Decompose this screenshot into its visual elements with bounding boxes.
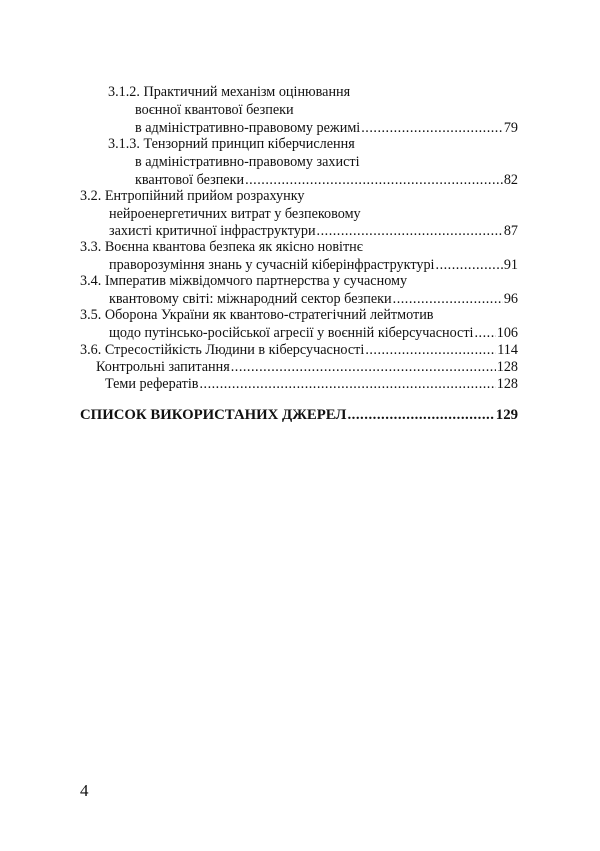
toc-page-number: 79 [503, 120, 518, 136]
toc-page-number: 128 [496, 376, 518, 392]
dot-leader [231, 358, 496, 376]
toc-page-number: 114 [497, 342, 518, 358]
dot-leader [475, 324, 496, 342]
dot-leader [361, 119, 503, 137]
toc-entry-text: 3.2. Ентропійний прийом розрахунку [80, 188, 305, 204]
toc-entry-text: праворозуміння знань у сучасній кіберінфраструктурі [109, 257, 435, 273]
toc-entry-text: в адміністративно-правовому захисті [135, 154, 360, 170]
toc-entry-text: 3.3. Воєнна квантова безпека як якісно новітнє [80, 239, 363, 255]
toc-entry-3-1-2 [108, 83, 350, 101]
dot-leader [347, 406, 494, 424]
toc-entry-3-2 [80, 187, 305, 205]
toc-entry-3-1-3-cont [135, 153, 360, 171]
toc-entry-text: Теми рефератів [105, 376, 199, 392]
toc-page-number: 129 [495, 407, 518, 423]
dot-leader [365, 341, 496, 359]
toc-entry-text: щодо путінсько-російської агресії у воєнній кіберсучасності [109, 325, 474, 341]
toc-entry-3-6 [80, 341, 518, 359]
toc-entry-3-1-2-cont [135, 101, 294, 119]
toc-entry-3-3 [80, 238, 363, 256]
toc-entry-text: 3.5. Оборона України як квантово-стратегічний лейтмотив [80, 307, 434, 323]
toc-entry-text: СПИСОК ВИКОРИСТАНИХ ДЖЕРЕЛ [80, 407, 347, 423]
toc-entry-text: 3.6. Стресостійкість Людини в кіберсучасності [80, 342, 365, 358]
toc-entry-3-1-3 [108, 135, 355, 153]
toc-entry-text: воєнної квантової безпеки [135, 102, 294, 118]
toc-page-number: 87 [503, 223, 518, 239]
toc-entry-references [80, 406, 518, 424]
toc-entry-text: квантової безпеки [135, 172, 245, 188]
toc-entry-3-2-cont [109, 205, 361, 223]
toc-entry-3-5-end [109, 324, 518, 342]
toc-entry-3-4 [80, 272, 407, 290]
toc-page-number: 91 [503, 257, 518, 273]
dot-leader [436, 256, 503, 274]
page-number: 4 [80, 781, 89, 800]
toc-entry-text: 3.1.3. Тензорний принцип кіберчислення [108, 136, 355, 152]
toc-page-number: 82 [503, 172, 518, 188]
toc-entry-text: квантовому світі: міжнародний сектор безпеки [109, 291, 392, 307]
toc-entry-text: 3.4. Імператив міжвідомчого партнерства у сучасному [80, 273, 408, 289]
toc-page-number: 106 [496, 325, 518, 341]
dot-leader [199, 375, 495, 393]
toc-entry-text: захисті критичної інфраструктури [109, 223, 316, 239]
toc-entry-control-questions [96, 358, 518, 376]
toc-page-number: 128 [496, 359, 518, 375]
toc-entry-3-5 [80, 306, 434, 324]
toc-entry-essay-topics [105, 375, 518, 393]
toc-entry-text: 3.1.2. Практичний механізм оцінювання [108, 84, 351, 100]
toc-entry-text: нейроенергетичних витрат у безпековому [109, 206, 361, 222]
toc-entry-text: в адміністративно-правовому режимі [135, 120, 361, 136]
toc-page-number: 96 [503, 291, 518, 307]
toc-entry-text: Контрольні запитання [96, 359, 230, 375]
